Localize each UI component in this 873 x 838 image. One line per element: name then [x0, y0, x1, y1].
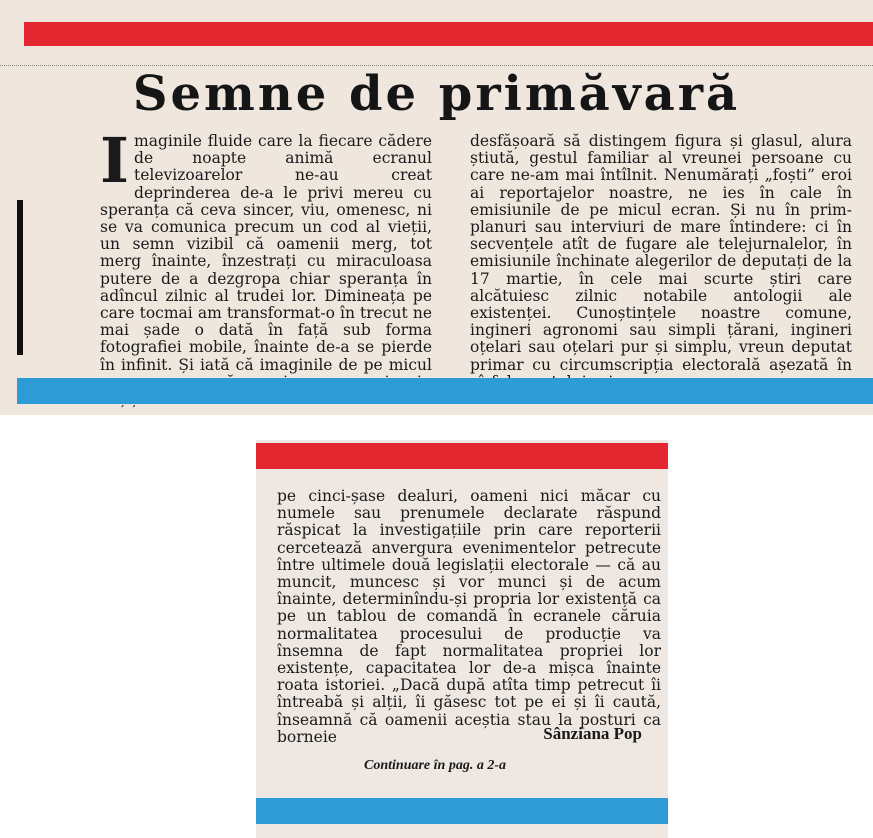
- article-title: Semne de primăvară: [132, 66, 741, 122]
- article-column-1: [100, 124, 432, 408]
- bottom-blue-stripe: [256, 798, 668, 824]
- vertical-rule: [17, 200, 23, 355]
- drop-cap: I: [100, 124, 130, 197]
- bottom-red-stripe: [256, 443, 668, 469]
- author-byline: Sânziana Pop: [543, 724, 642, 743]
- continuation-note: Continuare în pag. a 2-a: [364, 758, 506, 773]
- column-2-text: desfășoară să distingem figura și glasul, alura știută, gestul familiar al vreunei persoane cu care ne-am mai întîlnit. Nenumărați „foști” eroi ai reportajelor noastre, ne ies în cale în emisiunile de pe micul ecran. Și nu în prim-planuri sau interviuri de mare întindere: ci în secvențele atît de fugare ale telejurnalelor, în emisiunile închinate alegerilor de deputați de la 17 martie, în cele mai scurte știri care alcătuiesc zilnic notabile antologii ale existenței. Cunoștințele noastre comune, ingineri agronomi sau simpli țărani, ingineri oțelari sau oțelari pur și simplu, vreun deputat primar cu circumscripția electorală așezată în: [470, 132, 852, 374]
- column-1-text: maginile fluide care la fiecare cădere de noapte animă ecranul televizoarelor ne-au creat deprinderea de-a le privi mereu cu speranța că ceva sincer, viu, omenesc, ni se va comunica precum un cod al vieții, un semn vizibil că oamenii merg, tot merg înainte, înzestrați cu miraculoasa putere de a dezgropa chiar speranța în adîncul zilnic al trudei lor. Dimineața pe care tocmai am transformat-o în trecut ne mai șade o dată în față sub forma fotografiei mobile, înainte de-a se pierde în infinit. Și iată că imaginile de pe micul: [100, 132, 432, 374]
- article-column-2: [470, 133, 852, 391]
- top-red-stripe: [24, 22, 873, 46]
- clipping-bottom: [256, 440, 668, 838]
- article-column-3: [277, 488, 661, 746]
- clipping-top: [0, 0, 873, 415]
- top-blue-stripe: [17, 378, 873, 404]
- column-3-text: pe cinci-șase dealuri, oameni nici măcar cu numele sau prenumele declarate răspund răspicat la investigațiile prin care reporterii cercetează anvergura evenimentelor petrecute între ultimele două legislații electorale — că au muncit, muncesc și vor munci și de acum înainte, determinîndu-și propria lor existență ca pe un tablou de comandă în ecranele căruia normalitatea procesului de producție va însemna de fapt normalitatea propriei lor existențe, capacitatea lor de-a mișca înainte roata istoriei. „Dacă după atîta timp petrecut îi întreabă și alții, îi găsesc tot pe ei și îi caută, înseamnă că oamenii aceștia stau la posturi ca borneie: [277, 487, 661, 746]
